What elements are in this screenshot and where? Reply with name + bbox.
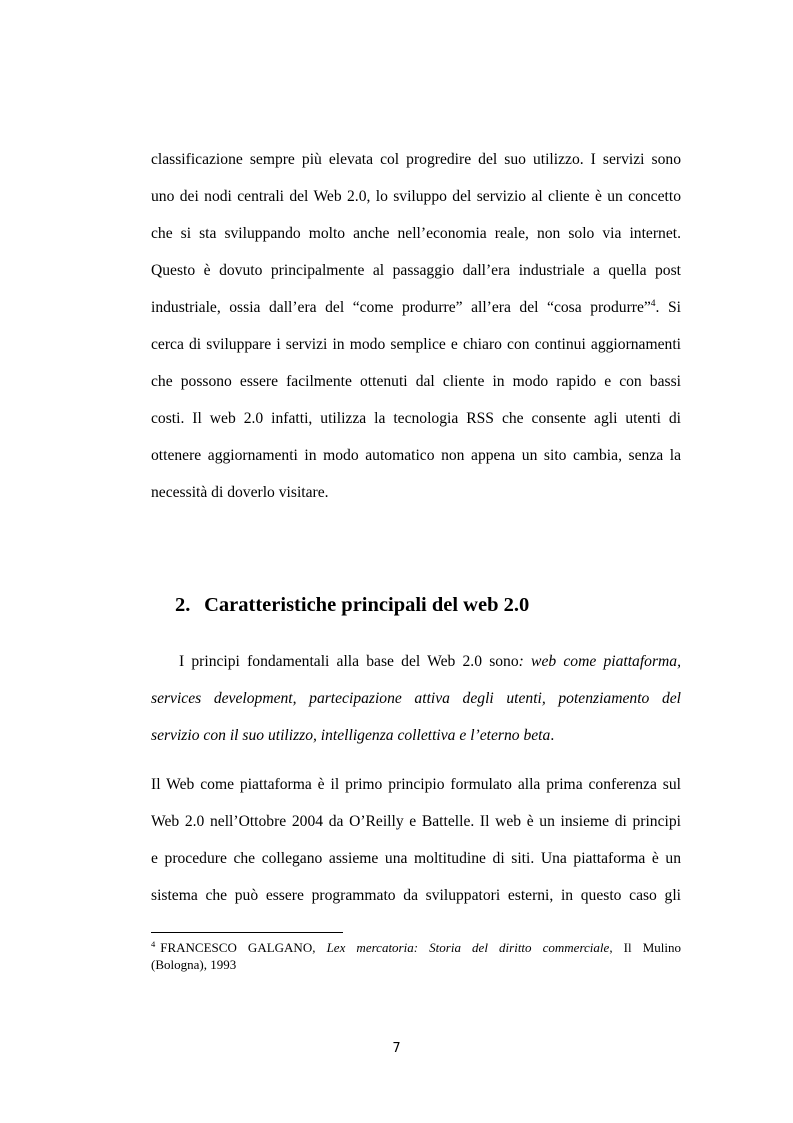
footnote-line — [151, 940, 681, 956]
text-span: industriale, ossia dall’era del “come produrre” all’era del “cosa produrre” — [151, 299, 651, 316]
italic-span: : web come piattaforma, — [518, 653, 681, 670]
footnote-line: (Bologna), 1993 — [151, 957, 237, 972]
text-line — [151, 726, 681, 746]
section-title: Caratteristiche principali del web 2.0 — [204, 594, 530, 616]
italic-span: services development, partecipazione attiva degli utenti, potenziamento del — [151, 690, 681, 707]
text-span: I principi fondamentali alla base del Web 2.0 sono — [179, 653, 519, 670]
footnote-reference[interactable]: 4 — [650, 299, 656, 309]
text-line: necessità di doverlo visitare. — [151, 484, 329, 501]
page-number: 7 — [392, 1041, 401, 1056]
italic-span: servizio con il suo utilizzo, intelligenza collettiva e l’eterno beta — [151, 727, 551, 744]
text-line — [151, 689, 681, 709]
section-heading — [175, 592, 529, 618]
section-number: 2. — [175, 594, 191, 616]
text-line: Web 2.0 nell’Ottobre 2004 da O’Reilly e Battelle. Il web è un insieme di principi — [151, 813, 681, 830]
footnote-author: FRANCESCO GALGANO, — [160, 940, 327, 955]
footnote-publisher: , Il Mulino — [609, 940, 681, 955]
text-line-with-footnote-ref — [151, 298, 681, 318]
text-line: sistema che può essere programmato da sviluppatori esterni, in questo caso gli — [151, 887, 681, 904]
footnote-title: Lex mercatoria: Storia del diritto commerciale — [326, 940, 610, 955]
text-line: uno dei nodi centrali del Web 2.0, lo sviluppo del servizio al cliente è un concetto — [151, 188, 681, 205]
text-line: che possono essere facilmente ottenuti dal cliente in modo rapido e con bassi — [151, 373, 681, 390]
text-line: e procedure che collegano assieme una moltitudine di siti. Una piattaforma è un — [151, 850, 681, 867]
footnote-mark: 4 — [151, 939, 156, 949]
text-line: classificazione sempre più elevata col progredire del suo utilizzo. I servizi sono — [151, 151, 681, 168]
text-line: che si sta sviluppando molto anche nell’economia reale, non solo via internet. — [151, 225, 681, 242]
text-line: Questo è dovuto principalmente al passaggio dall’era industriale a quella post — [151, 262, 681, 279]
text-line: costi. Il web 2.0 infatti, utilizza la tecnologia RSS che consente agli utenti di — [151, 410, 681, 427]
footnote-separator — [151, 932, 343, 933]
text-line: cerca di sviluppare i servizi in modo semplice e chiaro con continui aggiornamenti — [151, 336, 681, 353]
text-line: Il Web come piattaforma è il primo principio formulato alla prima conferenza sul — [151, 776, 681, 793]
text-span: . — [550, 727, 555, 744]
text-line: ottenere aggiornamenti in modo automatico non appena un sito cambia, senza la — [151, 447, 681, 464]
text-line — [179, 652, 681, 672]
text-span: . Si — [655, 299, 681, 316]
